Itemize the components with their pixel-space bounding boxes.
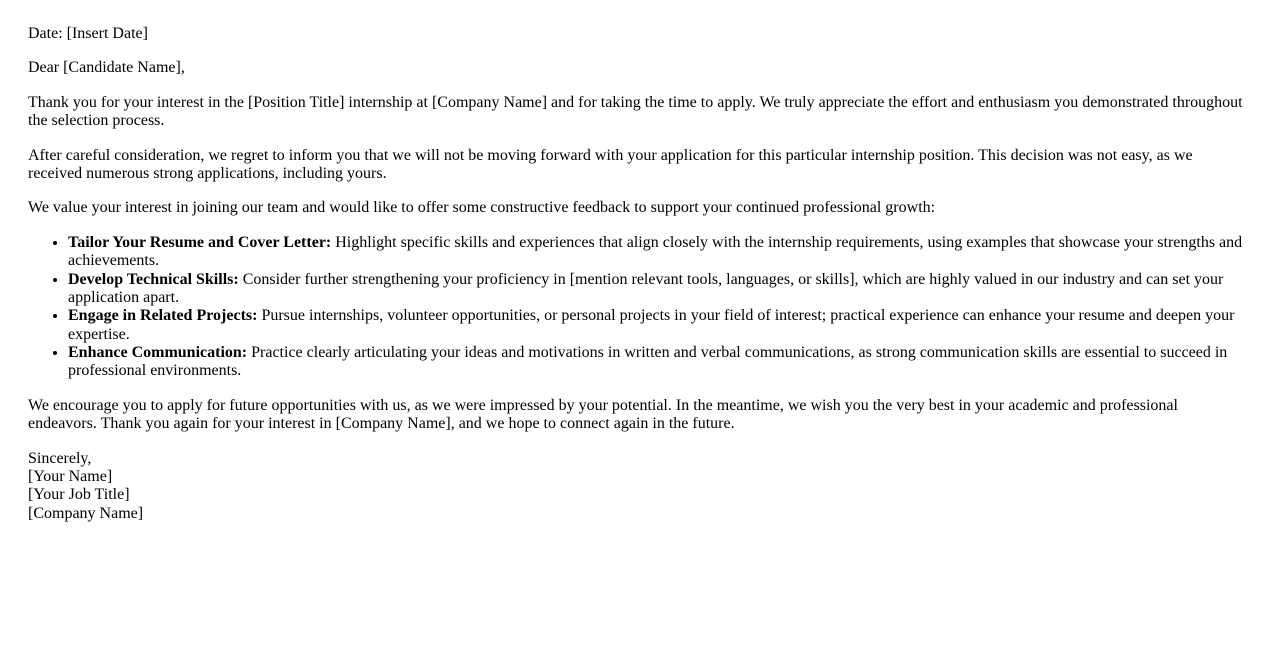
paragraph-regret: After careful consideration, we regret to inform you that we will not be moving forward with your application for this particular internship position. This decision was not easy, as we received numerous strong applications, including yours.	[28, 146, 1193, 182]
signature-block	[28, 450, 1245, 524]
list-item-related-projects	[68, 307, 1245, 344]
signature-line-company: [Company Name]	[28, 504, 144, 522]
list-item-develop-skills	[68, 271, 1245, 308]
paragraph-thank-you: Thank you for your interest in the [Position Title] internship at [Company Name] and for taking the time to apply. We truly appreciate the effort and enthusiasm you demonstrated throughout the selection process.	[28, 93, 1243, 130]
date-line: Date: [Insert Date]	[28, 25, 148, 42]
feedback-item-label: Develop Technical Skills:	[68, 270, 239, 288]
feedback-item-label: Tailor Your Resume and Cover Letter:	[68, 233, 332, 251]
feedback-item-text: Consider further strengthening your proficiency in [mention relevant tools, languages, or skills], which are highly valued in our industry and can set your application apart.	[68, 270, 1224, 306]
signature-line-job-title: [Your Job Title]	[28, 486, 130, 504]
signature-closing: Sincerely,	[28, 449, 92, 467]
feedback-list	[28, 234, 1245, 381]
signature-line-name: [Your Name]	[28, 468, 113, 486]
salutation: Dear [Candidate Name],	[28, 59, 185, 77]
feedback-item-label: Enhance Communication:	[68, 344, 248, 362]
feedback-item-text: Highlight specific skills and experiences that align closely with the internship requirements, using examples that showcase your strengths and achievements.	[68, 233, 1243, 270]
paragraph-closing: We encourage you to apply for future opportunities with us, as we were impressed by your potential. In the meantime, we wish you the very best in your academic and professional endeavors. Thank you again for your interest in [Company Name], and we hope to connect again in the future.	[28, 396, 1178, 433]
feedback-item-text: Practice clearly articulating your ideas and motivations in written and verbal communications, as strong communication skills are essential to succeed in professional environments.	[68, 344, 1228, 380]
paragraph-feedback-intro: We value your interest in joining our team and would like to offer some constructive feedback to support your continued professional growth:	[28, 199, 936, 217]
list-item-tailor-resume	[68, 234, 1245, 271]
feedback-item-label: Engage in Related Projects:	[68, 307, 258, 325]
feedback-item-text: Pursue internships, volunteer opportunities, or personal projects in your field of interest; practical experience can enhance your resume and deepen your expertise.	[68, 307, 1235, 343]
list-item-enhance-communication	[68, 344, 1245, 381]
